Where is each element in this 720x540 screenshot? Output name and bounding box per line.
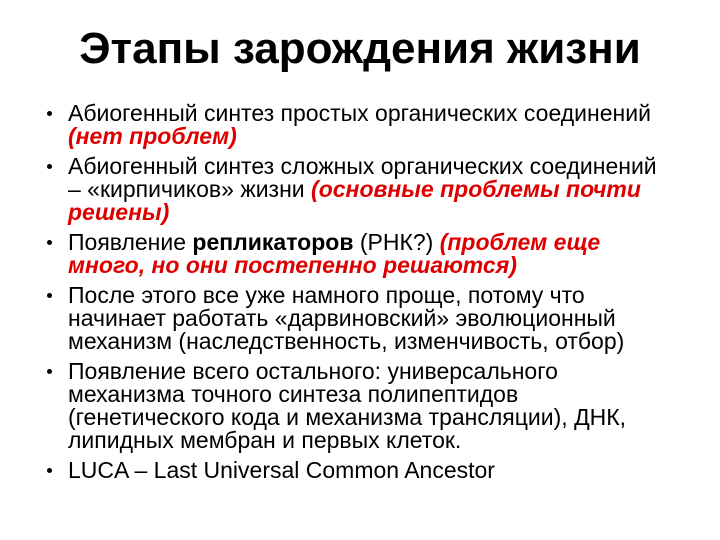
list-item [44, 360, 661, 452]
bullet-icon [47, 293, 52, 298]
list-item [44, 155, 661, 224]
text-segment-normal: Появление [68, 229, 193, 255]
bullet-text [68, 153, 657, 225]
text-segment-red: (нет проблем) [68, 123, 237, 149]
bullet-text [68, 282, 624, 354]
bullet-list [44, 102, 661, 489]
list-item [44, 102, 661, 148]
text-segment-normal: (РНК?) [353, 229, 440, 255]
text-segment-normal: Появление всего остального: универсального механизма точного синтеза полипептидов (генетического кода и механизма трансляции), ДНК, липидных мембран и первых клеток. [68, 358, 627, 453]
text-segment-red: (основные проблемы почти решены) [68, 176, 641, 225]
bullet-text [68, 229, 600, 278]
text-segment-bold: репликаторов [192, 229, 354, 255]
slide-title: Этапы зарождения жизни [79, 24, 641, 73]
bullet-icon [47, 369, 52, 374]
list-item [44, 284, 661, 353]
bullet-icon [47, 111, 52, 116]
text-segment-normal: Абиогенный синтез сложных органических соединений – «кирпичиков» жизни [68, 153, 657, 202]
list-item [44, 459, 661, 482]
bullet-text [68, 358, 626, 453]
text-segment-red: (проблем еще много, но они постепенно решаются) [68, 229, 601, 278]
list-item [44, 231, 661, 277]
bullet-icon [47, 240, 52, 245]
bullet-icon [47, 164, 52, 169]
bullet-text [68, 457, 495, 483]
bullet-icon [47, 468, 52, 473]
bullet-text [68, 100, 651, 149]
text-segment-normal: После этого все уже намного проще, потому что начинает работать «дарвиновский» эволюционный механизм (наследственность, изменчивость, отбор) [68, 282, 625, 354]
text-segment-normal: Абиогенный синтез простых органических соединений [68, 100, 651, 126]
text-segment-normal: LUCA – Last Universal Common Ancestor [68, 457, 495, 483]
